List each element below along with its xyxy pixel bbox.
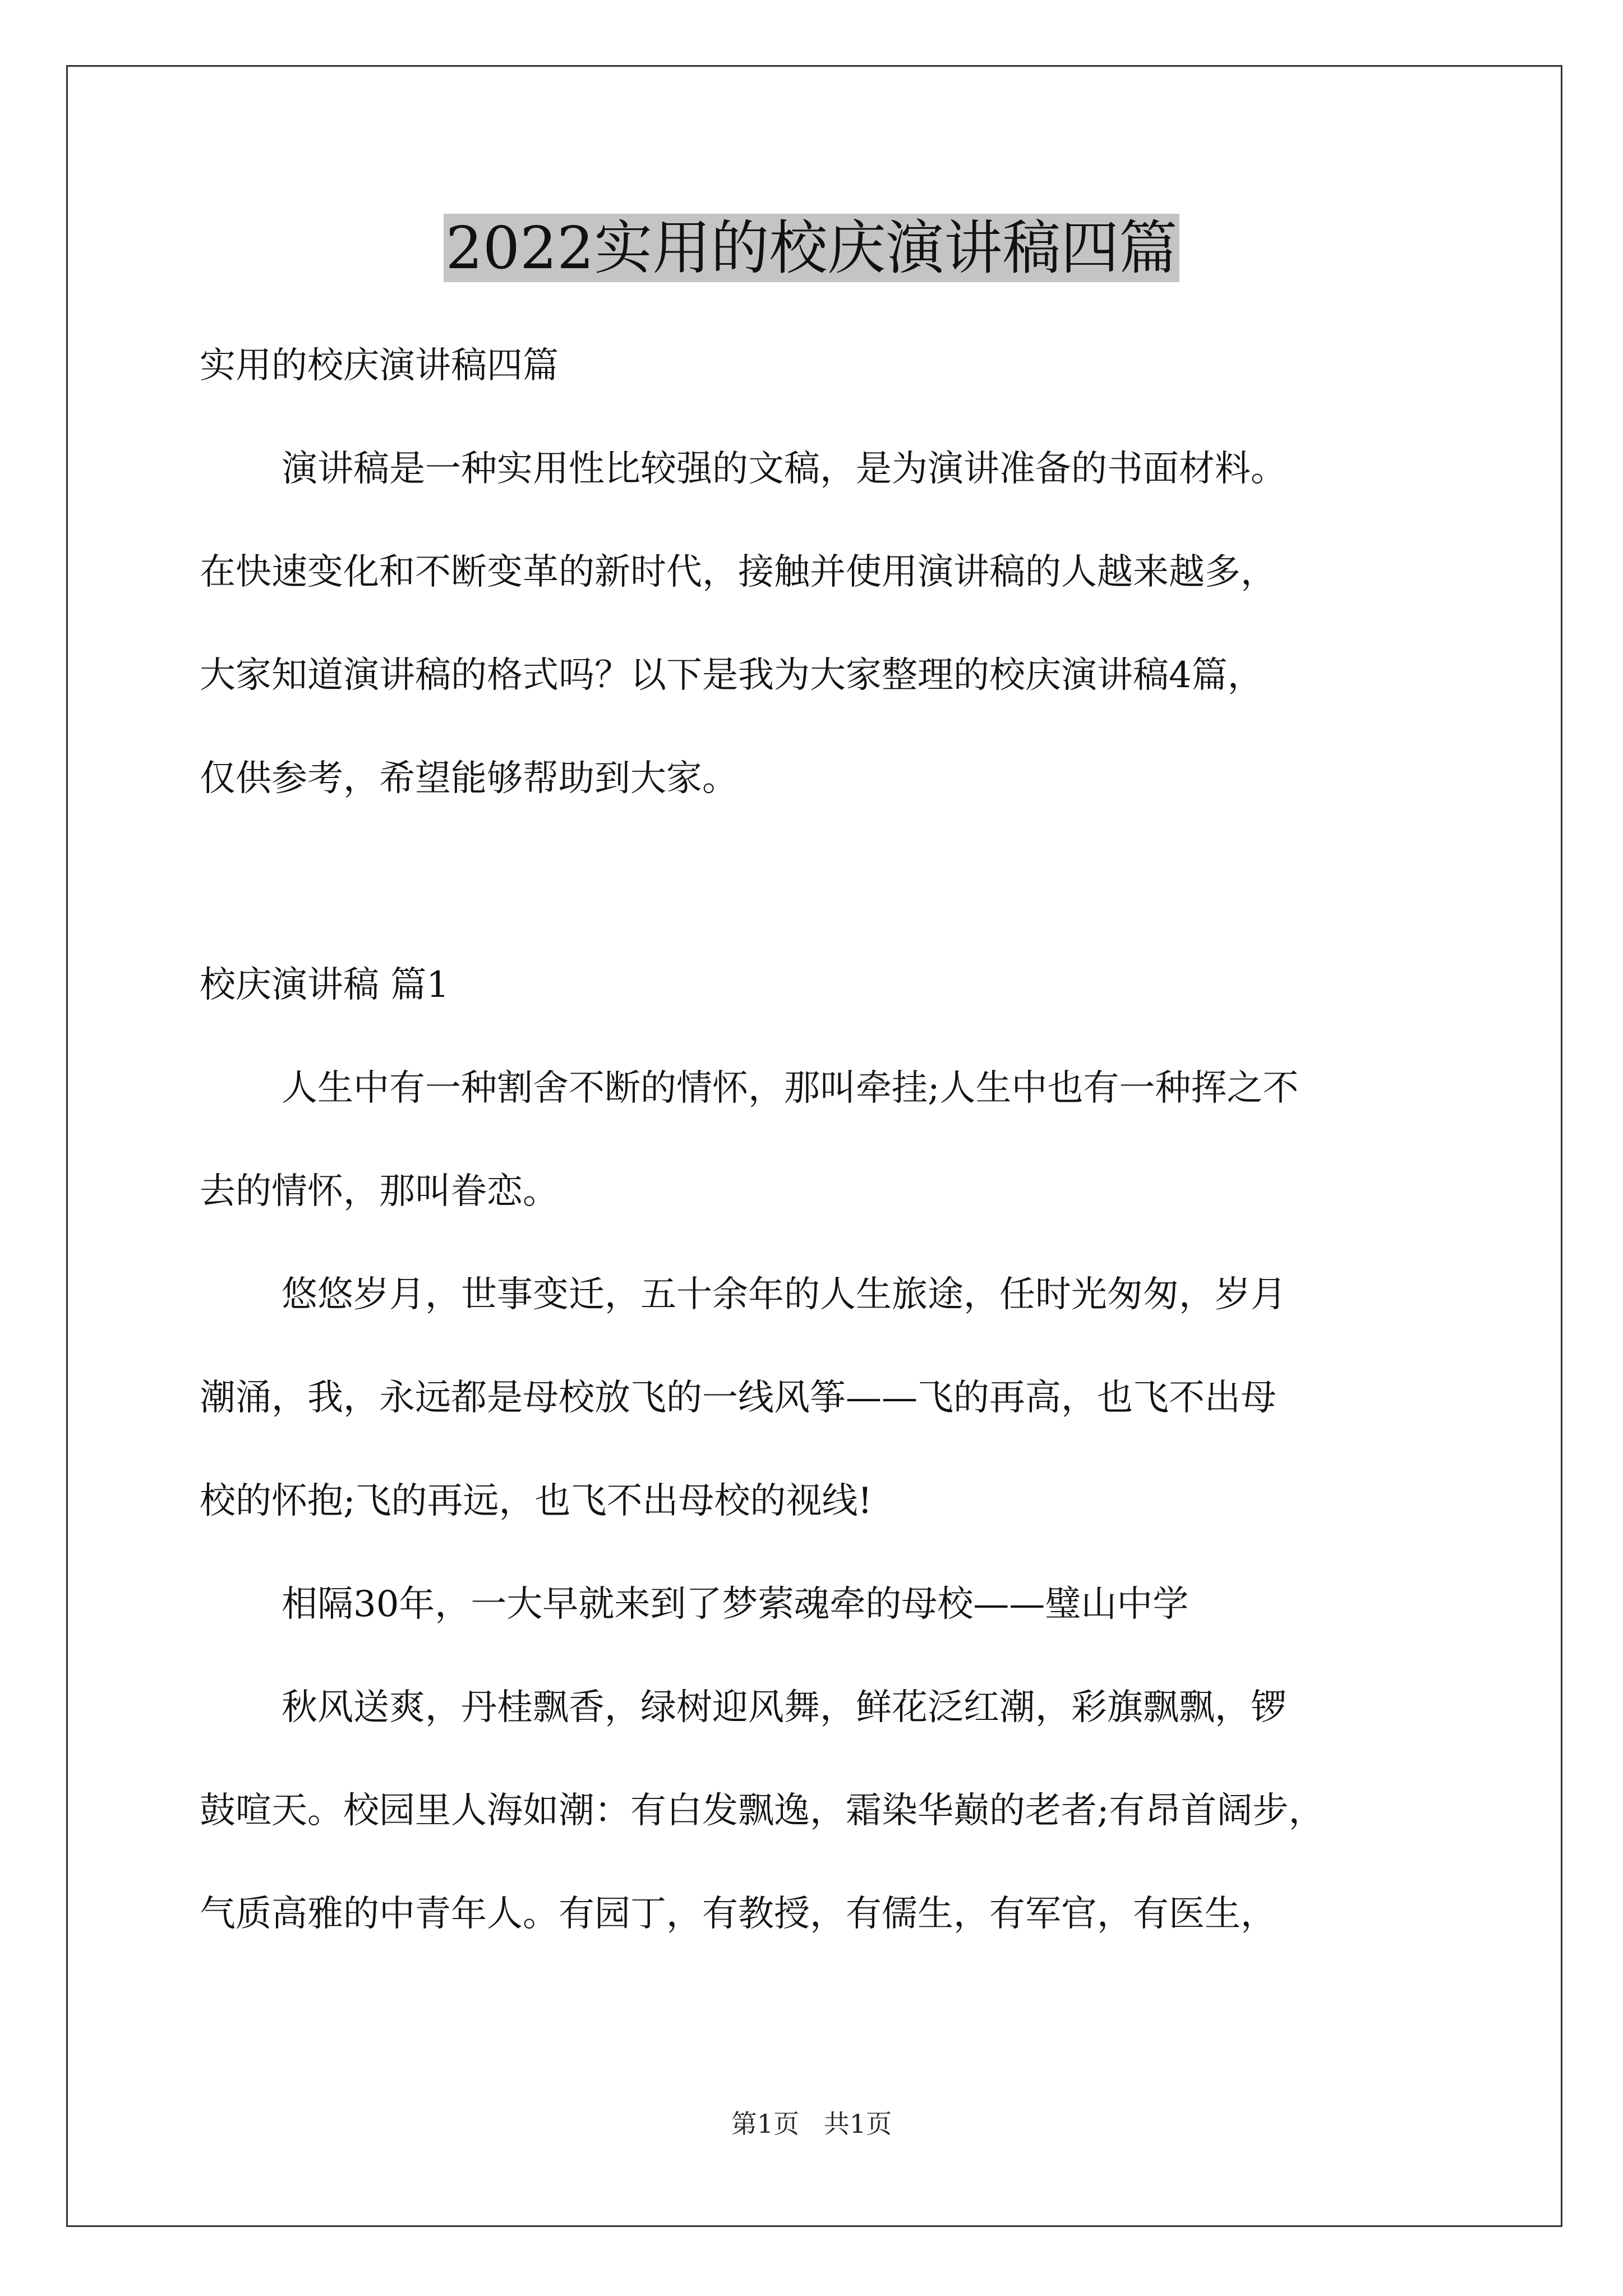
body-line: 悠悠岁月，世事变迁，五十余年的人生旅途，任时光匆匆，岁月 [282,1274,1287,1315]
body-line: 鼓喧天。校园里人海如潮：有白发飘逸，霜染华巅的老者;有昂首阔步， [200,1790,1325,1832]
body-line: 相隔30年，一大早就来到了梦萦魂牵的母校——璧山中学 [282,1584,1189,1625]
intro-line: 大家知道演讲稿的格式吗？以下是我为大家整理的校庆演讲稿4篇， [200,655,1264,696]
intro-line: 仅供参考，希望能够帮助到大家。 [200,758,738,799]
body-line: 潮涌，我，永远都是母校放飞的一线风筝——飞的再高，也飞不出母 [200,1377,1276,1419]
body-line: 去的情怀，那叫眷恋。 [200,1171,559,1212]
document-title [0,206,1623,289]
page-footer: 第1页 共1页 [731,2109,892,2139]
intro-line: 在快速变化和不断变革的新时代，接触并使用演讲稿的人越来越多， [200,551,1276,593]
document-body [200,314,1433,1966]
body-line: 校的怀抱;飞的再远，也飞不出母校的视线! [200,1480,873,1522]
subtitle: 实用的校庆演讲稿四篇 [200,345,559,386]
body-line: 秋风送爽，丹桂飘香，绿树迎风舞，鲜花泛红潮，彩旗飘飘，锣 [282,1687,1287,1728]
intro-line: 演讲稿是一种实用性比较强的文稿，是为演讲准备的书面材料。 [282,448,1287,490]
document-title-text: 2022实用的校庆演讲稿四篇 [444,214,1180,282]
body-line: 气质高雅的中青年人。有园丁，有教授，有儒生，有军官，有医生， [200,1893,1276,1935]
body-line: 人生中有一种割舍不断的情怀，那叫牵挂;人生中也有一种挥之不 [282,1068,1299,1109]
section-heading: 校庆演讲稿 篇1 [200,964,450,1006]
